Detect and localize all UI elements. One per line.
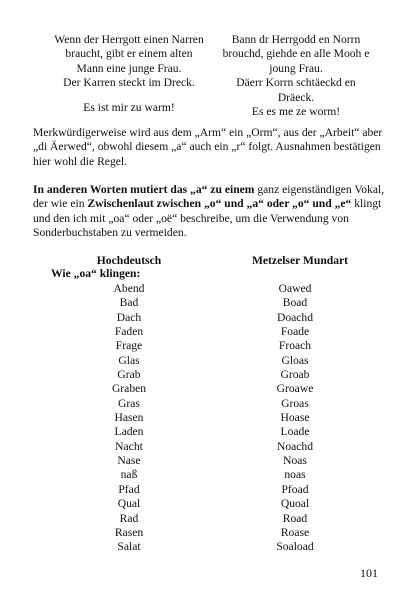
- section-label: Wie „oa“ klingen:: [51, 267, 141, 280]
- paragraph-line: Sonderbuchstaben zu vermeiden.: [33, 225, 187, 239]
- word-hochdeutsch: Bad: [119, 296, 139, 310]
- word-hochdeutsch: Rad: [119, 511, 139, 525]
- verse-line: brouchd, giehde en alle Mooh e: [222, 47, 370, 61]
- word-mundart: Roase: [280, 525, 310, 539]
- word-hochdeutsch: Glas: [118, 353, 140, 367]
- verse-line: Wenn der Herrgott einen Narren: [54, 33, 204, 46]
- table-row: [0, 339, 409, 353]
- word-hochdeutsch: Nase: [117, 454, 141, 468]
- page-number: 101: [360, 566, 378, 580]
- word-mundart: Oawed: [278, 282, 312, 295]
- word-mundart: Groas: [281, 396, 309, 410]
- word-mundart: Groawe: [276, 382, 314, 396]
- plain-text: klingt: [351, 197, 382, 211]
- paragraph-line: „di Äerwed“, obwohl diesem „a“ auch ein „r“ folgt. Ausnahmen bestätigen: [33, 140, 381, 154]
- table-row: [0, 311, 409, 325]
- word-hochdeutsch: Nacht: [115, 439, 143, 453]
- word-hochdeutsch: Qual: [117, 497, 141, 511]
- word-hochdeutsch: Laden: [114, 425, 144, 439]
- verse-gap: [44, 91, 214, 101]
- table-row: [0, 454, 409, 468]
- paragraph-arm-orm: [33, 126, 383, 169]
- word-mundart: Gloas: [281, 353, 309, 367]
- table-row: [0, 526, 409, 540]
- plain-text: der wie ein: [33, 197, 88, 211]
- word-mundart: Soaload: [276, 540, 314, 554]
- word-mundart: Froach: [278, 339, 312, 353]
- verse-line: braucht, gibt er einem alten: [65, 47, 193, 61]
- word-hochdeutsch: Gras: [118, 396, 140, 410]
- table-row: [0, 411, 409, 425]
- table-row: [0, 497, 409, 511]
- paragraph-line: [33, 183, 383, 197]
- table-row: [0, 425, 409, 439]
- verse-line: Däerr Korrn schtäeckd en: [236, 76, 356, 90]
- table-row: [0, 296, 409, 310]
- word-mundart: Loade: [280, 425, 310, 439]
- table-row: [0, 483, 409, 497]
- word-mundart: Boad: [282, 296, 308, 310]
- paragraph-line: und den ich mit „oa“ oder „oë“ beschreibe, um die Verwendung von: [33, 211, 349, 225]
- verse-line: Bann dr Herrgodd en Norrn: [231, 33, 361, 46]
- table-row: [0, 397, 409, 411]
- word-mundart: Foade: [280, 325, 310, 339]
- table-row: [0, 382, 409, 396]
- verse-line: Es es me ze worm!: [251, 105, 341, 119]
- verse-line: Dräeck.: [277, 90, 315, 104]
- word-hochdeutsch: Hasen: [114, 411, 144, 425]
- plain-text: ganz eigenständigen Vokal,: [254, 183, 385, 196]
- word-mundart: Pfoad: [281, 482, 309, 496]
- word-table: [0, 282, 409, 555]
- table-row: [0, 354, 409, 368]
- bold-text: Zwischenlaut zwischen „o“ und „a“ oder „o“ und „e“: [87, 197, 352, 211]
- verse-line: Der Karren steckt im Dreck.: [63, 76, 195, 90]
- word-mundart: noas: [284, 468, 306, 482]
- paragraph-line: Merkwürdigerweise wird aus dem „Arm“ ein „Orm“, aus der „Arbeit“ aber: [33, 126, 383, 139]
- word-mundart: Noas: [283, 454, 307, 468]
- word-hochdeutsch: Frage: [115, 339, 143, 353]
- paragraph-line: [33, 197, 383, 211]
- word-hochdeutsch: Grab: [117, 368, 141, 382]
- column-header-mundart: Metzelser Mundart: [251, 254, 349, 267]
- table-row: [0, 282, 409, 296]
- bold-text: In anderen Worten mutiert das „a“ zu einem: [33, 183, 255, 196]
- verse-line: joung Frau.: [269, 61, 323, 75]
- word-hochdeutsch: Faden: [114, 325, 144, 339]
- column-header-hochdeutsch: Hochdeutsch: [96, 254, 162, 267]
- word-hochdeutsch: Graben: [111, 382, 147, 396]
- table-row: [0, 540, 409, 554]
- verse-mundart: [214, 33, 378, 119]
- word-hochdeutsch: Dach: [116, 310, 142, 324]
- table-row: [0, 325, 409, 339]
- table-row: [0, 512, 409, 526]
- word-hochdeutsch: Rasen: [114, 525, 144, 539]
- verse-line: Mann eine junge Frau.: [76, 61, 182, 75]
- word-mundart: Hoase: [280, 411, 310, 425]
- table-row: [0, 368, 409, 382]
- table-row: [0, 468, 409, 482]
- word-mundart: Doachd: [276, 310, 314, 324]
- word-hochdeutsch: Abend: [113, 282, 145, 295]
- word-hochdeutsch: Pfad: [118, 482, 140, 496]
- word-mundart: Road: [282, 511, 308, 525]
- word-hochdeutsch: naß: [120, 468, 138, 482]
- table-row: [0, 440, 409, 454]
- verse-line: Es ist mir zu warm!: [83, 100, 175, 114]
- verse-hochdeutsch: [44, 33, 214, 115]
- word-mundart: Noachd: [276, 439, 314, 453]
- word-mundart: Quoal: [280, 497, 310, 511]
- paragraph-vowel-mutation: [33, 183, 383, 240]
- paragraph-line: hier wohl die Regel.: [33, 154, 128, 168]
- word-hochdeutsch: Salat: [117, 540, 141, 554]
- word-mundart: Groab: [280, 368, 310, 382]
